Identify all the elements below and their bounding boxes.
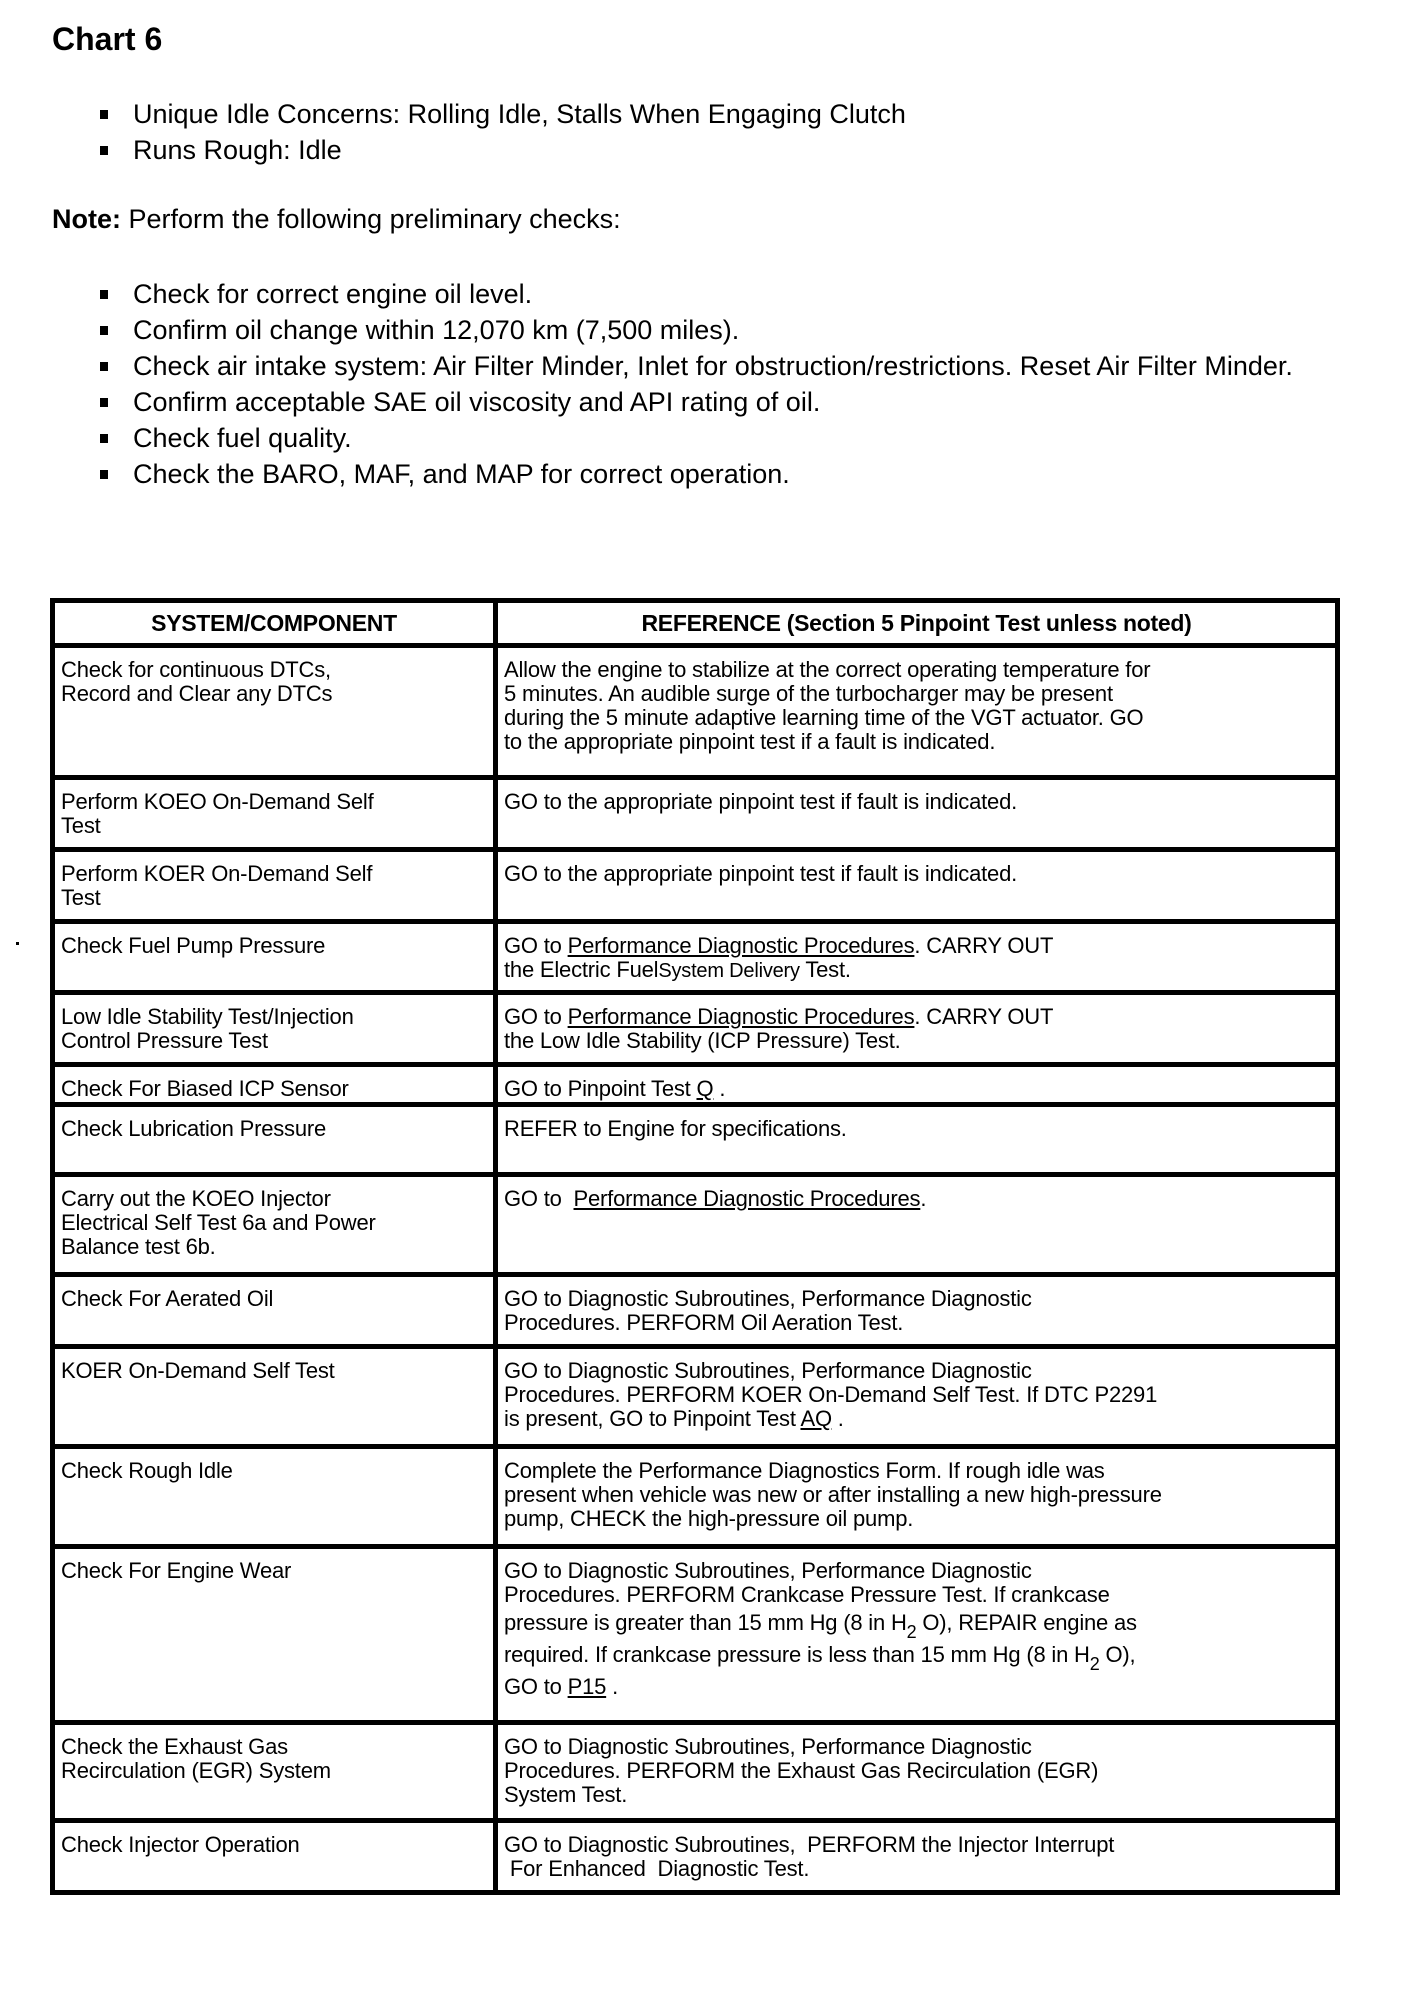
reference-text: GO to — [504, 1186, 574, 1211]
list-item — [100, 312, 1293, 348]
component-text: Test — [61, 885, 101, 910]
reference-line — [504, 1359, 1329, 1383]
component-cell — [53, 1175, 496, 1275]
bullet-icon — [100, 326, 108, 335]
component-text: Check Rough Idle — [61, 1458, 233, 1483]
component-cell — [53, 1275, 496, 1347]
reference-text: is present, GO to Pinpoint Test — [504, 1406, 801, 1431]
reference-text: GO to — [504, 933, 568, 958]
reference-text: required. If crankcase pressure is less than 15 mm Hg (8 in H — [504, 1642, 1090, 1667]
reference-text: GO to the appropriate pinpoint test if fault is indicated. — [504, 789, 1018, 814]
component-text: Check for continuous DTCs, — [61, 657, 331, 682]
table-row — [53, 1821, 1338, 1893]
list-item — [100, 132, 906, 168]
reference-line — [504, 1639, 1329, 1674]
reference-text: GO to Diagnostic Subroutines, Performance Diagnostic — [504, 1358, 1032, 1383]
reference-line — [504, 1759, 1329, 1783]
list-item-text: Check for correct engine oil level. — [133, 279, 533, 309]
bullet-icon — [100, 398, 108, 407]
reference-line — [504, 1735, 1329, 1759]
reference-text: pump, CHECK the high-pressure oil pump. — [504, 1506, 914, 1531]
list-item — [100, 348, 1293, 384]
component-text: Electrical Self Test 6a and Power — [61, 1210, 376, 1235]
table-row — [53, 1723, 1338, 1821]
reference-cell — [496, 1105, 1338, 1175]
reference-text: GO to Diagnostic Subroutines, PERFORM the Injector Interrupt — [504, 1832, 1115, 1857]
reference-cell — [496, 1547, 1338, 1723]
table-row — [53, 922, 1338, 993]
reference-text: O), — [1099, 1642, 1136, 1667]
list-item — [100, 96, 906, 132]
component-text: Check Lubrication Pressure — [61, 1116, 327, 1141]
reference-table — [50, 598, 1340, 1895]
reference-text: GO to the appropriate pinpoint test if fault is indicated. — [504, 861, 1018, 886]
reference-text: GO to Diagnostic Subroutines, Performance Diagnostic — [504, 1734, 1032, 1759]
component-text: Control Pressure Test — [61, 1028, 268, 1053]
reference-text: Complete the Performance Diagnostics Form. If rough idle was — [504, 1458, 1105, 1483]
component-text: Check Injector Operation — [61, 1832, 300, 1857]
reference-line — [504, 1029, 1329, 1053]
component-cell — [53, 993, 496, 1065]
table-row — [53, 646, 1338, 778]
reference-text: For Enhanced Diagnostic Test. — [504, 1856, 810, 1881]
reference-line — [504, 1583, 1329, 1607]
reference-text: GO to Diagnostic Subroutines, Performance Diagnostic — [504, 1286, 1032, 1311]
table-row — [53, 850, 1338, 922]
component-text: Balance test 6b. — [61, 1234, 216, 1259]
reference-text: present when vehicle was new or after installing a new high-pressure — [504, 1482, 1162, 1507]
bullet-icon — [100, 434, 108, 443]
table-row — [53, 1175, 1338, 1275]
list-item — [100, 384, 1293, 420]
reference-line — [504, 1117, 1329, 1141]
reference-line — [504, 1671, 1329, 1703]
list-item-text: Runs Rough: Idle — [133, 135, 342, 165]
table-row — [53, 1347, 1338, 1447]
bullet-icon — [100, 362, 108, 371]
table-header-row — [53, 601, 1338, 646]
table-row — [53, 1065, 1338, 1105]
component-cell — [53, 850, 496, 922]
table-body — [53, 646, 1338, 1893]
component-cell — [53, 1447, 496, 1547]
reference-line — [504, 790, 1329, 814]
reference-text: to the appropriate pinpoint test if a fault is indicated. — [504, 729, 996, 754]
reference-text: Procedures. PERFORM the Exhaust Gas Recirculation (EGR) — [504, 1758, 1099, 1783]
component-cell — [53, 1547, 496, 1723]
table-row — [53, 1447, 1338, 1547]
component-text: Check Fuel Pump Pressure — [61, 933, 326, 958]
reference-line — [504, 862, 1329, 886]
component-cell — [53, 1821, 496, 1893]
component-cell — [53, 1105, 496, 1175]
reference-text: Procedures. PERFORM Oil Aeration Test. — [504, 1310, 904, 1335]
reference-line — [504, 682, 1329, 706]
table-row — [53, 1275, 1338, 1347]
reference-text: 5 minutes. An audible surge of the turbocharger may be present — [504, 681, 1113, 706]
reference-line — [504, 1607, 1329, 1642]
concerns-list — [100, 96, 906, 168]
bullet-icon — [100, 110, 108, 119]
reference-cell — [496, 1447, 1338, 1547]
reference-line — [504, 1311, 1329, 1335]
reference-text: System Delivery — [658, 960, 800, 982]
reference-text: GO to Diagnostic Subroutines, Performance Diagnostic — [504, 1558, 1032, 1583]
preliminary-checks-list — [100, 276, 1293, 492]
list-item — [100, 456, 1293, 492]
reference-text: the Electric Fuel — [504, 957, 659, 982]
list-item-text: Check air intake system: Air Filter Minder, Inlet for obstruction/restrictions. Reset Air Filter Minder. — [133, 351, 1293, 381]
reference-text: REFER to Engine for specifications. — [504, 1116, 847, 1141]
list-item — [100, 276, 1293, 312]
subscript-text: 2 — [1089, 1654, 1100, 1674]
reference-text: GO to Pinpoint Test — [504, 1076, 697, 1101]
reference-link[interactable]: Performance Diagnostic Procedures — [573, 1186, 921, 1211]
reference-text: GO to — [504, 1004, 568, 1029]
reference-line — [504, 706, 1329, 730]
component-cell — [53, 1347, 496, 1447]
reference-text: Allow the engine to stabilize at the correct operating temperature for — [504, 657, 1151, 682]
column-header-component: SYSTEM/COMPONENT — [53, 601, 496, 646]
page-title: Chart 6 — [52, 21, 163, 57]
reference-line — [504, 1559, 1329, 1583]
reference-text: System Test. — [504, 1782, 628, 1807]
reference-line — [504, 1187, 1329, 1211]
reference-text: . — [606, 1674, 618, 1699]
table-row — [53, 993, 1338, 1065]
reference-text: pressure is greater than 15 mm Hg (8 in H — [504, 1610, 907, 1635]
reference-cell — [496, 1275, 1338, 1347]
reference-cell — [496, 778, 1338, 850]
column-header-reference: REFERENCE (Section 5 Pinpoint Test unless noted) — [496, 601, 1338, 646]
component-text: Low Idle Stability Test/Injection — [61, 1004, 354, 1029]
table-row — [53, 778, 1338, 850]
note-text: Perform the following preliminary checks: — [121, 204, 621, 234]
component-cell — [53, 922, 496, 993]
reference-cell — [496, 1723, 1338, 1821]
bullet-icon — [100, 470, 108, 479]
reference-cell — [496, 646, 1338, 778]
component-cell — [53, 646, 496, 778]
reference-line — [504, 1383, 1329, 1407]
reference-link[interactable]: P15 — [567, 1674, 607, 1699]
reference-line — [504, 1783, 1329, 1807]
reference-line — [504, 1459, 1329, 1483]
reference-cell — [496, 922, 1338, 993]
reference-line — [504, 934, 1329, 958]
list-item-text: Confirm acceptable SAE oil viscosity and API rating of oil. — [133, 387, 821, 417]
component-text: Perform KOEO On-Demand Self — [61, 789, 374, 814]
table-row — [53, 1105, 1338, 1175]
list-item-text: Confirm oil change within 12,070 km (7,500 miles). — [133, 315, 740, 345]
component-text: Carry out the KOEO Injector — [61, 1186, 331, 1211]
reference-line — [504, 1407, 1329, 1431]
bullet-icon — [100, 146, 108, 155]
list-item-text: Unique Idle Concerns: Rolling Idle, Stalls When Engaging Clutch — [133, 99, 906, 129]
reference-text: GO to — [504, 1674, 568, 1699]
reference-text: during the 5 minute adaptive learning time of the VGT actuator. GO — [504, 705, 1144, 730]
reference-line — [504, 958, 1329, 983]
reference-text: . — [831, 1406, 844, 1431]
component-text: KOER On-Demand Self Test — [61, 1358, 335, 1383]
reference-text: . CARRY OUT — [914, 1004, 1054, 1029]
scan-speck — [16, 942, 19, 945]
reference-cell — [496, 850, 1338, 922]
reference-text: . — [920, 1186, 927, 1211]
component-text: Recirculation (EGR) System — [61, 1758, 331, 1783]
reference-cell — [496, 1065, 1338, 1105]
list-item-text: Check fuel quality. — [133, 423, 352, 453]
reference-line — [504, 1287, 1329, 1311]
reference-line — [504, 1833, 1329, 1857]
reference-cell — [496, 1821, 1338, 1893]
bullet-icon — [100, 290, 108, 299]
reference-text: . — [713, 1076, 726, 1101]
reference-line — [504, 1857, 1329, 1881]
reference-line — [504, 1483, 1329, 1507]
reference-line — [504, 658, 1329, 682]
reference-line — [504, 1005, 1329, 1029]
reference-text: the Low Idle Stability (ICP Pressure) Test. — [504, 1028, 901, 1053]
component-text: Record and Clear any DTCs — [61, 681, 333, 706]
reference-line — [504, 1507, 1329, 1531]
reference-cell — [496, 1347, 1338, 1447]
component-text: Perform KOER On-Demand Self — [61, 861, 373, 886]
reference-text: Procedures. PERFORM KOER On-Demand Self Test. If DTC P2291 — [504, 1382, 1158, 1407]
list-item — [100, 420, 1293, 456]
component-text: Check For Aerated Oil — [61, 1286, 274, 1311]
reference-link[interactable]: Performance Diagnostic Procedures — [567, 1004, 915, 1029]
component-text: Check the Exhaust Gas — [61, 1734, 288, 1759]
list-item-text: Check the BARO, MAF, and MAP for correct operation. — [133, 459, 790, 489]
component-text: Check For Biased ICP Sensor — [61, 1076, 349, 1101]
reference-cell — [496, 1175, 1338, 1275]
reference-text: . CARRY OUT — [914, 933, 1054, 958]
component-cell — [53, 1065, 496, 1105]
reference-text: Test. — [799, 957, 851, 982]
component-text: Check For Engine Wear — [61, 1558, 292, 1583]
reference-line — [504, 1077, 1329, 1101]
component-cell — [53, 1723, 496, 1821]
reference-text: Procedures. PERFORM Crankcase Pressure Test. If crankcase — [504, 1582, 1110, 1607]
table-row — [53, 1547, 1338, 1723]
reference-line — [504, 730, 1329, 754]
component-text: Test — [61, 813, 101, 838]
note — [52, 201, 621, 237]
reference-link[interactable]: Performance Diagnostic Procedures — [567, 933, 915, 958]
reference-text: O), REPAIR engine as — [916, 1610, 1137, 1635]
reference-link[interactable]: Q — [696, 1076, 714, 1101]
subscript-text: 2 — [906, 1622, 917, 1642]
reference-cell — [496, 993, 1338, 1065]
note-label: Note: — [52, 204, 121, 234]
component-cell — [53, 778, 496, 850]
reference-link[interactable]: AQ — [800, 1406, 832, 1431]
